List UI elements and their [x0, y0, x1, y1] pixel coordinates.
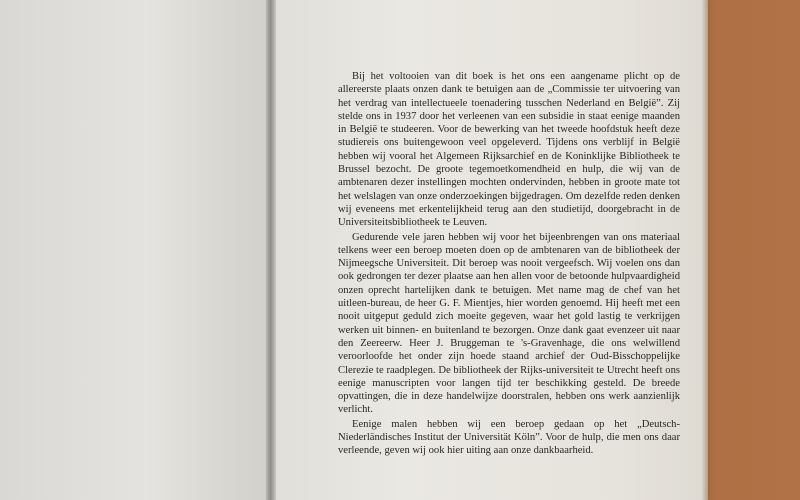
- preface-text: [338, 70, 680, 458]
- paragraph-3: Eenige malen hebben wij een beroep gedaan op het „Deutsch-Niederländisches Institut der Universität Köln”. Voor de hulp, die men ons daar verleende, geven wij ook hier uiting aan onze dankbaarheid.: [338, 418, 680, 457]
- left-blank-page: [0, 0, 268, 500]
- paragraph-1: Bij het voltooien van dit boek is het ons een aangename plicht op de allereerste plaats onzen dank te betuigen aan de „Commissie ter uitvoering van het verdrag van intellectueele toenadering tusschen Nederland en België”. Zij stelde ons in 1937 door het verleenen van een subsidie in staat eenige maanden in België te studeeren. Voor de bewerking van het tweede hoofdstuk heeft deze studiereis ons buitengewoon veel opgeleverd. Tijdens ons verblijf in België hebben wij vooral het Algemeen Rijksarchief en de Koninklijke Bibliotheek te Brussel bezocht. De groote tegemoetkomendheid en hulp, die wij van de ambtenaren dezer instellingen mochten ondervinden, hebben in groote mate tot het welslagen van onze onderzoekingen bijgedragen. Om dezelfde reden denken wij eveneens met erkentelijkheid terug aan den studietijd, doorgebracht in de Universiteitsbibliotheek te Leuven.: [338, 71, 680, 229]
- paragraph-2: Gedurende vele jaren hebben wij voor het bijeenbrengen van ons materiaal telkens weer een beroep moeten doen op de ambtenaren van de bibliotheek der Nijmeegsche Universiteit. Dit beroep was nooit vergeefsch. Wij voelen ons dan ook gedrongen ter dezer plaatse aan hen allen voor de betoonde hulpvaardigheid onzen oprecht hartelijken dank te betuigen. Met name mag de chef van het uitleen-bureau, de heer G. F. Mientjes, hier worden genoemd. Hij heeft met een nooit uitgeput geduld zich moeite gegeven, waar het gold lastig te verkrijgen werken uit binnen- en buitenland te bezorgen. Onze dank gaat evenzeer uit naar den Zeereerw. Heer J. Bruggeman te 's-Gravenhage, die ons welwillend veroorloofde het onder zijn hoede staand archief der Oud-Bisschoppelijke Clerezie te raadplegen. De bibliotheek der Rijks-universiteit te Utrecht heeft ons eenige manuscripten voor langen tijd ter beschikking gesteld. De breede opvattingen, die in deze handelwijze doorstralen, hebben ons werk aanzienlijk verlicht.: [338, 231, 680, 416]
- book-gutter: [266, 0, 276, 500]
- page-edge: [702, 0, 708, 500]
